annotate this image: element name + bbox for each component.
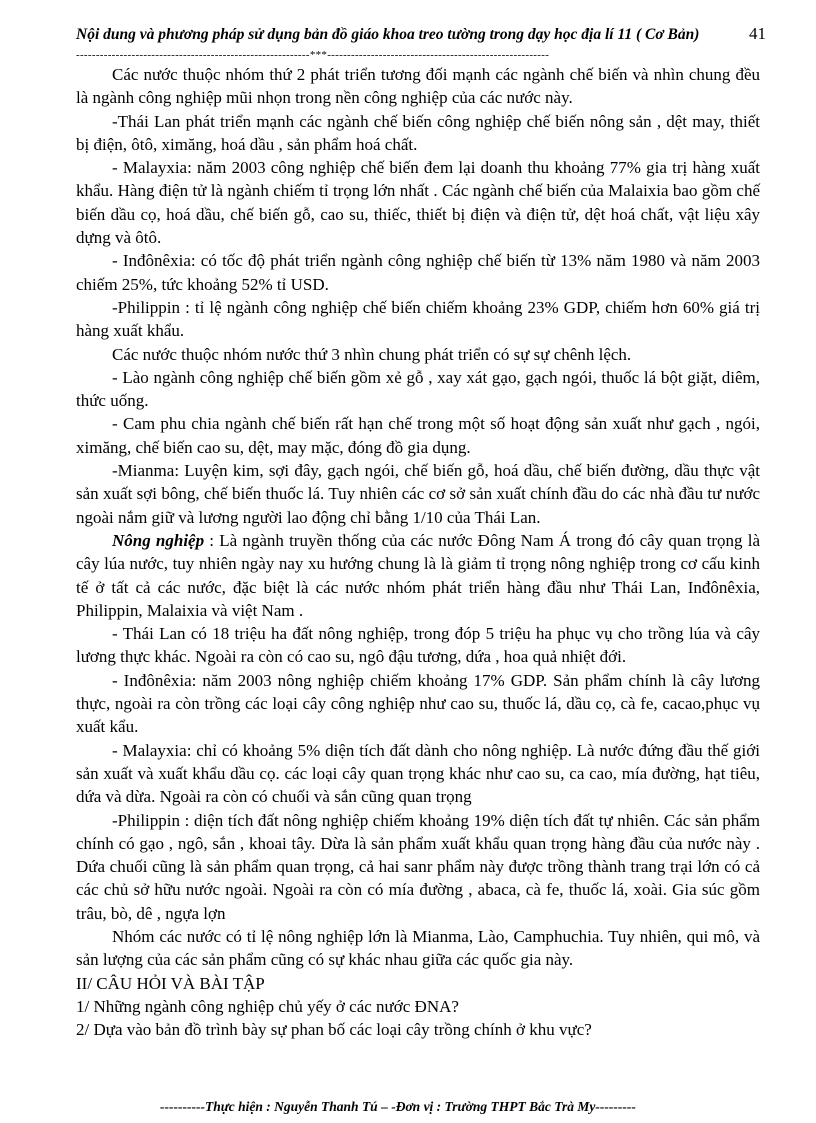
page-footer: ----------Thực hiện : Nguyễn Thanh Tú – -Đơn vị : Trường THPT Bắc Trà My--------- <box>160 1099 636 1114</box>
paragraph: - Inđônêxia: có tốc độ phát triển ngành công nghiệp chế biến từ 13% năm 1980 và năm 2003 chiếm 25%, tức khoảng 52% tỉ USD. <box>76 251 760 294</box>
paragraph: - Thái Lan có 18 triệu ha đất nông nghiệp, trong đóp 5 triệu ha phục vụ cho trồng lúa và cây lương thực khác. Ngoài ra còn có cao su, ngô đậu tương, dứa , hoa quả nhiệt đới. <box>76 624 760 667</box>
paragraph: Các nước thuộc nhóm nước thứ 3 nhìn chung phát triển có sự sự chênh lệch. <box>112 344 632 364</box>
question: 1/ Những ngành công nghiệp chủ yếy ở các nước ĐNA? <box>76 996 459 1016</box>
paragraph: - Inđônêxia: năm 2003 nông nghiệp chiếm khoảng 17% GDP. Sản phẩm chính là cây lương thực, ngoài ra còn trồng các loại cây công nghiệp như cao su, thuốc lá, dầu cọ, cà fe, cacao,phục vụ xuất kẩu. <box>76 670 760 737</box>
paragraph: -Philippin : diện tích đất nông nghiệp chiếm khoảng 19% diện tích đất tự nhiên. Các sản phẩm chính có gạo , ngô, sắn , khoai tây. Dừa là sản phẩm xuất khẩu quan trọng hàng đầu của nước này . Dứa chuối cũng là sản phẩm quan trọng, cả hai sanr phẩm này được trồng thành trang trại lớn có cả các chủ sở hữu nước ngoài. Ngoài ra còn có mía đường , abaca, cà fe, thuốc lá, xoài. Gia súc gồm trâu, bò, dê , ngựa lợn <box>76 810 760 923</box>
paragraph: -Philippin : tỉ lệ ngành công nghiệp chế biến chiếm khoảng 23% GDP, chiếm hơn 60% giá trị hàng xuất khẩu. <box>76 297 760 341</box>
header-title: Nội dung và phương pháp sử dụng bản đồ giáo khoa treo tường trong dạy học địa lí 11 ( Cơ Bản) <box>76 26 700 43</box>
paragraph: - Cam phu chia ngành chế biến rất hạn chế trong một số hoạt động sản xuất như gạch , ngói, ximăng, chế biến cao su, dệt, may mặc, đóng đồ gia dụng. <box>76 414 760 457</box>
agriculture-paragraph <box>76 529 760 622</box>
paragraph: - Malayxia: chỉ có khoảng 5% diện tích đất dành cho nông nghiệp. Là nước đứng đầu thế giới sản xuất và xuất khẩu dầu cọ. các loại cây quan trọng khác như cao su, ca cao, mía đường, hạt tiêu, dứa và dừa. Ngoài ra còn có chuối và sắn cũng quan trọng <box>76 740 760 807</box>
document-body <box>76 63 760 1041</box>
page-number: 41 <box>749 24 766 43</box>
paragraph: - Malayxia: năm 2003 công nghiệp chế biến đem lại doanh thu khoảng 77% gia trị hàng xuất khẩu. Hàng điện tử là ngành chiếm tỉ trọng lớn nhất . Các ngành chế biến của Malaixia bao gồm chế biến dầu cọ, hoá dầu, chế biến gỗ, cao su, thiếc, thiết bị điện và điện tử, dệt hoá chất, vật liệu xây dựng và ôtô. <box>76 158 760 248</box>
section-heading: II/ CÂU HỎI VÀ BÀI TẬP <box>76 973 265 993</box>
paragraph: - Lào ngành công nghiệp chế biến gồm xẻ gỗ , xay xát gạo, gạch ngói, thuốc lá bột giặt, diêm, thức uống. <box>76 367 760 411</box>
agriculture-heading: Nông nghiệp <box>112 530 205 550</box>
paragraph: Nhóm các nước có tỉ lệ nông nghiệp lớn là Mianma, Lào, Camphuchia. Tuy nhiên, qui mô, và sản lượng của các sản phẩm cũng có sự khác nhau giữa các quốc gia này. <box>76 926 760 970</box>
paragraph: -Thái Lan phát triển mạnh các ngành chế biến công nghiệp chế biến nông sản , dệt may, thiết bị điện, ôtô, ximăng, hoá dầu , sản phẩm hoá chất. <box>76 111 760 154</box>
header-rule: -----------------------------------------------------------***-------------------------------------------------------- <box>76 49 550 61</box>
page-header <box>76 22 766 48</box>
paragraph: -Mianma: Luyện kim, sợi đây, gạch ngói, chế biến gỗ, hoá dầu, chế biến đường, dầu thực vật sản xuất sợi bông, chế biến thuốc lá. Tuy nhiên các cơ sở sản xuất chính đầu do các nhà đầu tư nước ngoài nắm giữ và lương người lao động chỉ bằng 1/10 của Thái Lan. <box>76 461 760 527</box>
question: 2/ Dựa vào bản đồ trình bày sự phan bố các loại cây trồng chính ở khu vực? <box>76 1020 592 1040</box>
agriculture-text: : Là ngành truyền thống của các nước Đông Nam Á trong đó cây quan trọng là cây lúa nước, tuy nhiên ngày nay xu hướng chung là là giảm tỉ trọng nông nghiệp trong cơ cấu kinh tế ở tất cả các nước, đặc biệt là các nước nhóm phát triển hàng đầu như Thái Lan, Inđônêxia, Philippin, Malaixia và việt Nam . <box>76 530 760 620</box>
paragraph: Các nước thuộc nhóm thứ 2 phát triển tương đối mạnh các ngành chế biến và nhìn chung đều là ngành công nghiệp mũi nhọn trong nền công nghiệp của các nước này. <box>76 65 760 108</box>
